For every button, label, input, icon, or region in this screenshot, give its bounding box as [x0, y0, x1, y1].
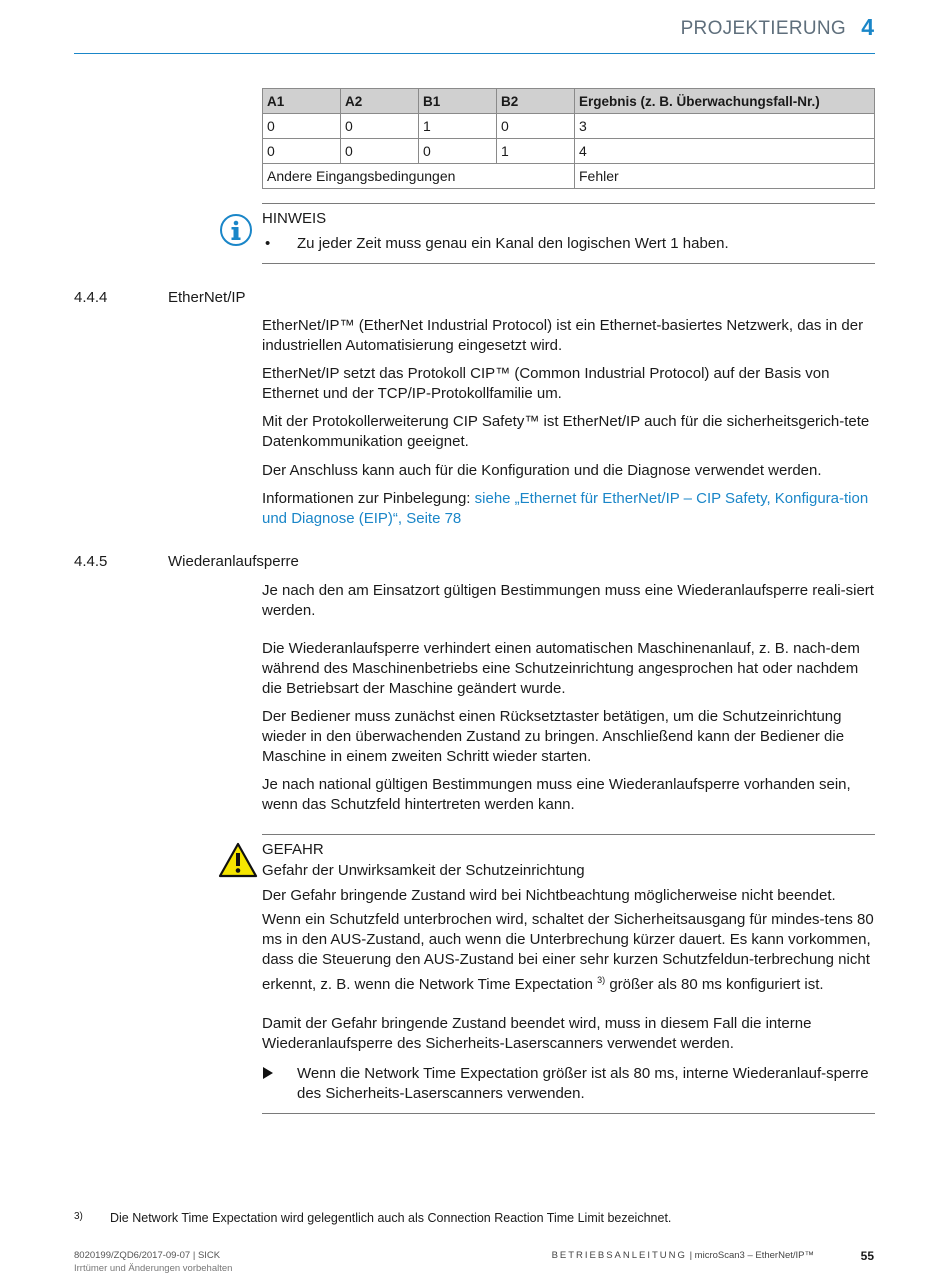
danger-bottom-rule — [262, 1113, 875, 1114]
table-header-cell: B2 — [497, 89, 575, 114]
paragraph: Die Wiederanlaufsperre verhindert einen automatischen Maschinenanlauf, z. B. nach-dem während des Maschinenbetriebs eine Schutzeinrichtung angesprochen hat oder nachdem die Betriebsart der Maschine geändert wurde. — [262, 640, 860, 697]
note-top-rule — [262, 203, 875, 204]
footer-manual — [552, 1250, 814, 1261]
danger-paragraph: Damit der Gefahr bringende Zustand beendet wird, muss in diesem Fall die interne Wiederanlaufsperre des Sicherheits-Laserscanners verwendet werden. — [262, 1015, 812, 1052]
table-header-cell: B1 — [419, 89, 497, 114]
paragraph: Der Anschluss kann auch für die Konfiguration und die Diagnose verwendet werden. — [262, 462, 822, 479]
table-header-cell: A1 — [263, 89, 341, 114]
table-cell: 1 — [497, 139, 575, 164]
table-cell: 0 — [263, 139, 341, 164]
paragraph: Der Bediener muss zunächst einen Rücksetztaster betätigen, um die Schutzeinrichtung wieder in den überwachenden Zustand zu bringen. Anschließend kann der Bediener die Maschine in einem zweiten Schritt wieder starten. — [262, 708, 845, 765]
section-header-title: PROJEKTIERUNG — [680, 18, 846, 39]
note-title: HINWEIS — [262, 210, 327, 227]
table-header-row — [263, 89, 875, 114]
danger-text: Wenn ein Schutzfeld unterbrochen wird, schaltet der Sicherheitsausgang für mindes-tens 80 ms in den AUS-Zustand, auch wenn die Unterbrechung kürzer dauert. Es kann vorkommen, dass die Steuerung den AUS-Zustand bei einer sehr kurzen Schutzfeldun-terbrechung nicht erkennt, z. B. wenn die Network Time Expectation — [262, 911, 874, 993]
table-cell: 0 — [497, 114, 575, 139]
table-cell: 1 — [419, 114, 497, 139]
table-row — [263, 114, 875, 139]
danger-paragraph: Der Gefahr bringende Zustand wird bei Nichtbeachtung möglicherweise nicht beendet. — [262, 887, 836, 904]
table-cell: Andere Eingangsbedingungen — [263, 164, 575, 189]
danger-text: größer als 80 ms konfiguriert ist. — [605, 976, 824, 993]
footnote-mark: 3) — [74, 1211, 83, 1222]
danger-paragraph — [262, 910, 877, 995]
table-cell: 3 — [575, 114, 875, 139]
paragraph-pin-info — [262, 489, 877, 529]
danger-title: GEFAHR — [262, 841, 324, 858]
paragraph: Je nach den am Einsatzort gültigen Bestimmungen muss eine Wiederanlaufsperre reali-siert werden. — [262, 582, 874, 619]
input-conditions-table — [262, 88, 875, 189]
table-cell: 4 — [575, 139, 875, 164]
section-number: 4.4.4 — [74, 289, 108, 306]
table-header-cell: Ergebnis (z. B. Überwachungsfall-Nr.) — [575, 89, 875, 114]
chapter-number: 4 — [861, 14, 874, 40]
footer-doc-id: 8020199/ZQD6/2017-09-07 | SICK — [74, 1250, 221, 1261]
danger-action: Wenn die Network Time Expectation größer ist als 80 ms, interne Wiederanlauf-sperre des Sicherheits-Laserscanners verwenden. — [297, 1065, 869, 1102]
pin-info-prefix: Informationen zur Pinbelegung: — [262, 490, 475, 507]
table-header-cell: A2 — [341, 89, 419, 114]
table-cell: 0 — [341, 139, 419, 164]
info-circle-icon — [219, 213, 253, 247]
table-cell: 0 — [263, 114, 341, 139]
footer-product: | microScan3 – EtherNet/IP™ — [689, 1250, 814, 1261]
paragraph: EtherNet/IP setzt das Protokoll CIP™ (Common Industrial Protocol) auf der Basis von Ethernet und der TCP/IP-Protokollfamilie um. — [262, 365, 830, 402]
table-row — [263, 164, 875, 189]
note-text: Zu jeder Zeit muss genau ein Kanal den logischen Wert 1 haben. — [297, 235, 729, 252]
header-divider — [74, 53, 875, 54]
paragraph: EtherNet/IP™ (EtherNet Industrial Protocol) ist ein Ethernet-basiertes Netzwerk, das in der industriellen Automatisierung eingesetzt wird. — [262, 317, 864, 354]
footnote-text: Die Network Time Expectation wird gelegentlich auch als Connection Reaction Time Limit bezeichnet. — [110, 1211, 672, 1225]
page-number: 55 — [860, 1249, 874, 1263]
paragraph: Mit der Protokollerweiterung CIP Safety™ ist EtherNet/IP auch für die sicherheitsgerich-tete Datenkommunikation geeignet. — [262, 413, 870, 450]
table-cell: 0 — [419, 139, 497, 164]
warning-triangle-icon — [218, 842, 258, 878]
table-cell: Fehler — [575, 164, 875, 189]
footnote-reference: 3) — [597, 975, 606, 985]
section-number: 4.4.5 — [74, 553, 108, 570]
danger-top-rule — [262, 834, 875, 835]
footer-manual-label: BETRIEBSANLEITUNG — [551, 1250, 687, 1261]
table-cell: 0 — [341, 114, 419, 139]
danger-subtitle: Gefahr der Unwirksamkeit der Schutzeinrichtung — [262, 862, 585, 879]
pin-info-link[interactable]: siehe „Ethernet für EtherNet/IP – CIP Safety, Konfigura-tion und Diagnose (EIP)“, Seite 78 — [262, 490, 869, 527]
table-row — [263, 139, 875, 164]
paragraph: Je nach national gültigen Bestimmungen muss eine Wiederanlaufsperre vorhanden sein, wenn das Schutzfeld hintertreten werden kann. — [262, 776, 851, 813]
bullet-dot: • — [265, 235, 271, 252]
section-title: EtherNet/IP — [168, 289, 246, 306]
note-bottom-rule — [262, 263, 875, 264]
section-title: Wiederanlaufsperre — [168, 553, 299, 570]
action-arrow-icon — [263, 1067, 273, 1079]
footer-disclaimer: Irrtümer und Änderungen vorbehalten — [74, 1263, 233, 1274]
